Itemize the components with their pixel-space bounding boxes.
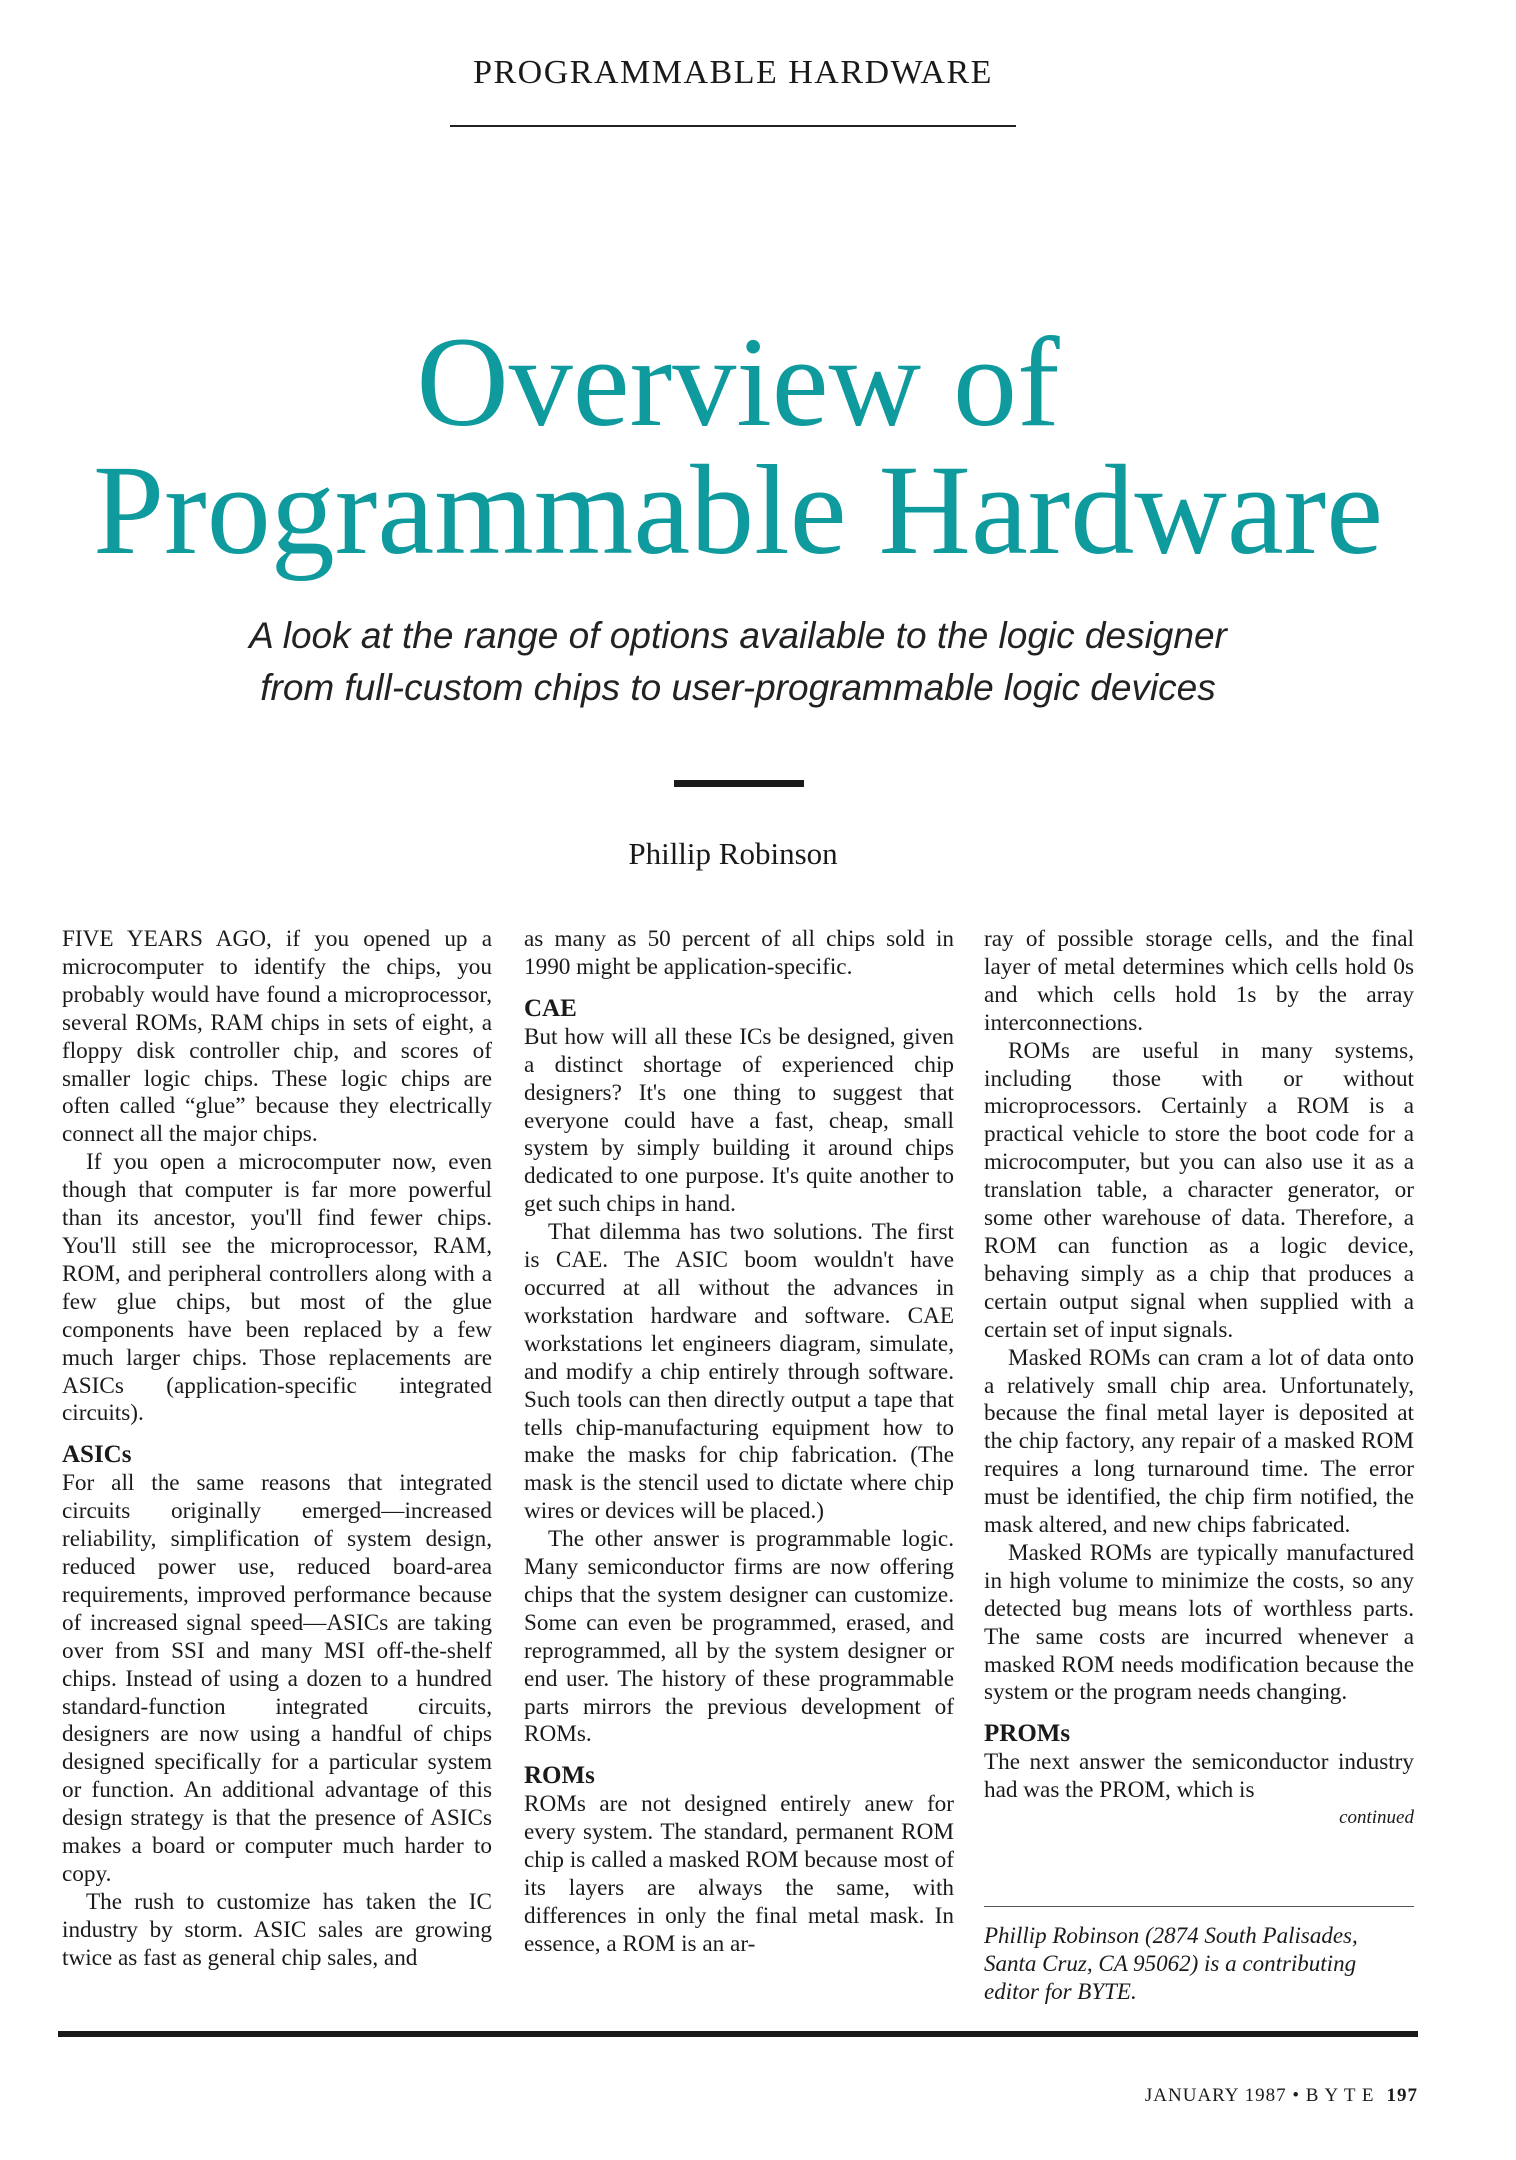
- subhead-cae: CAE: [524, 994, 577, 1022]
- column-3: [984, 926, 1414, 1829]
- paragraph: Masked ROMs are typically manufactured in high volume to minimize the costs, so any detected bug means lots of worthless parts. The same costs are incurred whenever a masked ROM needs modification because the system or the program needs changing.: [984, 1539, 1414, 1706]
- page-folio: [1145, 2085, 1418, 2107]
- footer-rule: [58, 2031, 1418, 2037]
- issue-label: JANUARY 1987 • B Y T E: [1144, 2085, 1375, 2106]
- paragraph: ROMs are useful in many systems, including those with or without microprocessors. Certainly a ROM is a practical vehicle to store the boot code for a microcomputer, but you can also use it as a translation table, a character generator, or some other warehouse of data. Therefore, a ROM can function as a logic device, behaving simply as a chip that produces a certain output signal when supplied with a certain set of input signals.: [984, 1037, 1414, 1343]
- header-rule: [450, 125, 1016, 127]
- article-title: [0, 311, 1476, 581]
- paragraph: That dilemma has two solutions. The first is CAE. The ASIC boom wouldn't have occurred at all without the advances in workstation hardware and software. CAE workstations let engineers diagram, simulate, and modify a chip entirely through software. Such tools can then directly output a tape that tells chip-manufacturing equipment how to make the masks for chip fabrication. (The mask is the stencil used to dictate where chip wires or devices will be placed.): [524, 1219, 954, 1525]
- paragraph: The rush to customize has taken the IC industry by storm. ASIC sales are growing twice as fast as general chip sales, and: [62, 1888, 492, 1971]
- deck-line-2: from full-custom chips to user-programmable logic devices: [260, 667, 1216, 708]
- paragraph: FIVE YEARS AGO, if you opened up a microcomputer to identify the chips, you probably would have found a microprocessor, several ROMs, RAM chips in sets of eight, a floppy disk controller chip, and scores of smaller logic chips. These logic chips are often called “glue” because they electrically connect all the major chips.: [62, 926, 492, 1148]
- continued-note: continued: [1339, 1807, 1414, 1829]
- paragraph: The next answer the semiconductor industry had was the PROM, which is: [984, 1749, 1414, 1804]
- paragraph: If you open a microcomputer now, even though that computer is far more powerful than its ancestor, you'll find fewer chips. You'll still see the microprocessor, RAM, ROM, and peripheral controllers along with a few glue chips, but most of the glue components have been replaced by a few much larger chips. Those replacements are ASICs (application-specific integrated circuits).: [62, 1149, 492, 1427]
- section-header: PROGRAMMABLE HARDWARE: [473, 54, 993, 91]
- paragraph: ROMs are not designed entirely anew for every system. The standard, permanent ROM chip is called a masked ROM because most of its layers are always the same, with differences in only the final metal mask. In essence, a ROM is an ar-: [524, 1791, 954, 1957]
- paragraph-continuation: as many as 50 percent of all chips sold in 1990 might be application-specific.: [524, 926, 954, 980]
- paragraph: Masked ROMs can cram a lot of data onto a relatively small chip area. Unfortunately, because the final metal layer is deposited at the chip factory, any repair of a masked ROM requires a long turnaround time. The error must be identified, the chip firm notified, the mask altered, and new chips fabricated.: [984, 1344, 1414, 1539]
- deck-line-1: A look at the range of options available to the logic designer: [249, 615, 1227, 656]
- paragraph: For all the same reasons that integrated circuits originally emerged—increased reliability, simplification of system design, reduced power use, reduced board-area requirements, improved performance because of increased signal speed—ASICs are taking over from SSI and many MSI off-the-shelf chips. Instead of using a dozen to a hundred standard-function integrated circuits, designers are now using a handful of chips designed specifically for a particular system or function. An additional advantage of this design strategy is that the presence of ASICs makes a board or computer much harder to copy.: [62, 1470, 492, 1887]
- page-number: 197: [1386, 2085, 1418, 2106]
- column-2: [524, 926, 954, 1959]
- article-deck: [0, 610, 1476, 714]
- title-line-1: Overview of: [416, 311, 1060, 453]
- decorative-bar: [674, 780, 804, 787]
- author-bio: Phillip Robinson (2874 South Palisades, Santa Cruz, CA 95062) is a contributing editor for BYTE.: [984, 1923, 1358, 2004]
- paragraph: The other answer is programmable logic. Many semiconductor firms are now offering chips that the system designer can customize. Some can even be programmed, erased, and reprogrammed, all by the system designer or end user. The history of these programmable parts mirrors the previous development of ROMs.: [524, 1526, 954, 1748]
- column-1: [62, 926, 492, 1973]
- subhead-asics: ASICs: [62, 1441, 132, 1469]
- subhead-proms: PROMs: [984, 1720, 1071, 1748]
- paragraph: But how will all these ICs be designed, given a distinct shortage of experienced chip designers? It's one thing to suggest that everyone could have a fast, cheap, small system by simply building it around chips dedicated to one purpose. It's quite another to get such chips in hand.: [524, 1023, 954, 1218]
- title-line-2: Programmable Hardware: [92, 439, 1384, 581]
- bio-rule: [984, 1906, 1414, 1907]
- subhead-roms: ROMs: [524, 1762, 595, 1790]
- author-byline: Phillip Robinson: [628, 836, 838, 871]
- paragraph-continuation: ray of possible storage cells, and the final layer of metal determines which cells hold 0s and which cells hold 1s by the array interconnections.: [984, 926, 1414, 1036]
